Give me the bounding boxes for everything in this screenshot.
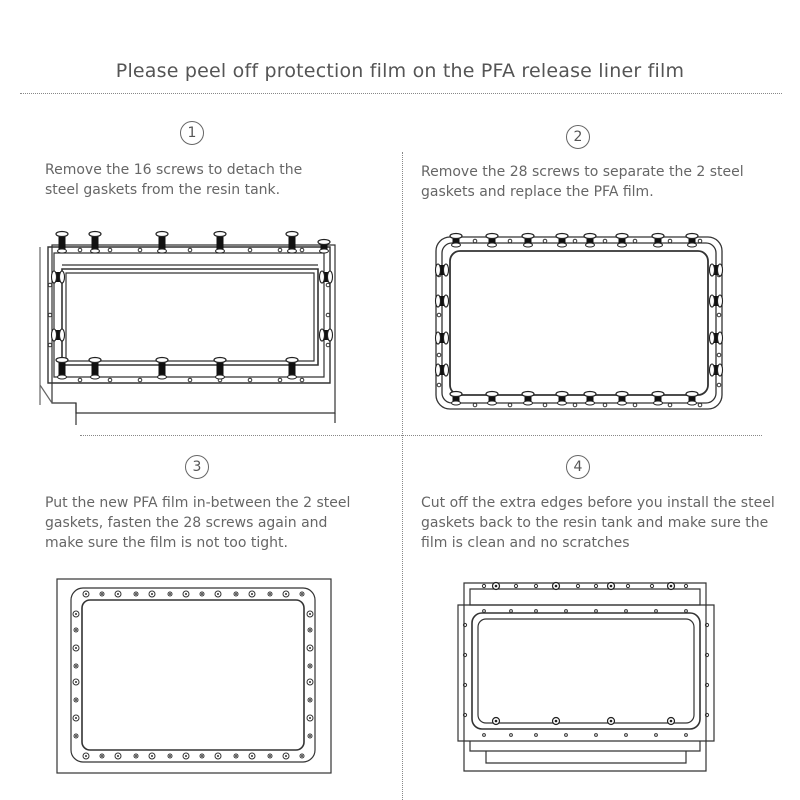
screw-hole bbox=[705, 713, 708, 716]
screw-hole bbox=[437, 353, 441, 357]
step-3-line-3: make sure the film is not too tight. bbox=[45, 535, 288, 551]
screw-icon bbox=[608, 718, 615, 725]
screw-hole bbox=[278, 378, 282, 382]
screw-hole bbox=[326, 283, 330, 287]
screw-icon bbox=[450, 392, 462, 406]
screw-hole bbox=[576, 584, 579, 587]
step-3-flat-gasket-illustration bbox=[56, 578, 332, 774]
screw-hole bbox=[138, 248, 142, 252]
screw-hole bbox=[473, 239, 477, 243]
screw-hole bbox=[508, 239, 512, 243]
screw-icon bbox=[686, 392, 698, 406]
screw-icon bbox=[616, 234, 628, 248]
screw-icon bbox=[710, 332, 723, 344]
screw-hole bbox=[138, 378, 142, 382]
screw-hole bbox=[668, 403, 672, 407]
screw-icon bbox=[436, 295, 449, 307]
screw-icon bbox=[584, 392, 596, 406]
step-4-description bbox=[421, 493, 775, 553]
screw-hole bbox=[482, 584, 485, 587]
step-3-description bbox=[45, 493, 350, 553]
screw-hole bbox=[655, 610, 658, 613]
screw-icon bbox=[436, 364, 449, 376]
screw-icon bbox=[710, 295, 723, 307]
step-1-resin-tank-illustration bbox=[40, 225, 350, 425]
step-4-line-1: Cut off the extra edges before you install the steel bbox=[421, 495, 775, 511]
screw-icon bbox=[286, 232, 298, 254]
screw-hole bbox=[463, 713, 466, 716]
screw-hole bbox=[705, 623, 708, 626]
screw-hole bbox=[705, 683, 708, 686]
horizontal-divider bbox=[80, 435, 762, 436]
screw-icon bbox=[522, 234, 534, 248]
screw-icon bbox=[214, 232, 226, 254]
screw-hole bbox=[595, 734, 598, 737]
page-title: Please peel off protection film on the PFA release liner film bbox=[115, 60, 685, 82]
title-divider bbox=[20, 93, 782, 94]
screw-icon bbox=[89, 358, 101, 380]
screw-hole bbox=[326, 343, 330, 347]
screw-hole bbox=[437, 383, 441, 387]
screw-icon bbox=[286, 358, 298, 380]
screw-icon bbox=[318, 240, 330, 254]
screw-hole bbox=[48, 283, 52, 287]
screw-hole bbox=[248, 248, 252, 252]
screw-hole bbox=[326, 313, 330, 317]
screw-hole bbox=[534, 584, 537, 587]
screw-icon bbox=[652, 234, 664, 248]
screw-icon bbox=[668, 583, 675, 590]
screw-icon bbox=[616, 392, 628, 406]
step-1-line-2: steel gaskets from the resin tank. bbox=[45, 182, 281, 198]
screw-hole bbox=[78, 378, 82, 382]
screw-hole bbox=[684, 584, 687, 587]
screw-icon bbox=[52, 329, 65, 341]
step-1-description bbox=[45, 160, 302, 200]
screw-hole bbox=[510, 610, 513, 613]
screw-icon bbox=[553, 718, 560, 725]
screw-icon bbox=[686, 234, 698, 248]
step-1-line-1: Remove the 16 screws to detach the bbox=[45, 162, 303, 178]
screw-icon bbox=[556, 392, 568, 406]
screw-icon bbox=[493, 583, 500, 590]
screw-icon bbox=[56, 232, 68, 254]
screw-icon bbox=[608, 583, 615, 590]
screw-hole bbox=[535, 610, 538, 613]
screw-hole bbox=[565, 734, 568, 737]
screw-hole bbox=[473, 403, 477, 407]
screw-hole bbox=[508, 403, 512, 407]
step-4-line-2: gaskets back to the resin tank and make sure the bbox=[421, 515, 769, 531]
screw-icon bbox=[320, 271, 333, 283]
step-3-line-2: gaskets, fasten the 28 screws again and bbox=[45, 515, 328, 531]
screw-icon bbox=[556, 234, 568, 248]
screw-icon bbox=[652, 392, 664, 406]
screw-hole bbox=[603, 239, 607, 243]
screw-hole bbox=[483, 610, 486, 613]
screw-icon bbox=[214, 358, 226, 380]
screw-hole bbox=[698, 239, 702, 243]
screw-hole bbox=[625, 610, 628, 613]
screw-hole bbox=[717, 313, 721, 317]
screw-hole bbox=[698, 403, 702, 407]
screw-hole bbox=[463, 683, 466, 686]
screw-hole bbox=[685, 734, 688, 737]
screw-icon bbox=[436, 332, 449, 344]
screw-hole bbox=[48, 313, 52, 317]
step-2-description bbox=[421, 162, 744, 202]
screw-hole bbox=[603, 403, 607, 407]
screw-hole bbox=[655, 734, 658, 737]
screw-hole bbox=[48, 343, 52, 347]
screw-hole bbox=[108, 248, 112, 252]
screw-icon bbox=[320, 329, 333, 341]
step-3-line-1: Put the new PFA film in-between the 2 steel bbox=[45, 495, 351, 511]
step-2-line-1: Remove the 28 screws to separate the 2 steel bbox=[421, 164, 744, 180]
screw-hole bbox=[573, 403, 577, 407]
screw-icon bbox=[89, 232, 101, 254]
step-4-installed-tank-illustration bbox=[456, 575, 718, 775]
screw-icon bbox=[436, 264, 449, 276]
screw-hole bbox=[650, 584, 653, 587]
screw-hole bbox=[463, 653, 466, 656]
screw-hole bbox=[483, 734, 486, 737]
screw-hole bbox=[717, 383, 721, 387]
vertical-divider bbox=[402, 152, 403, 800]
step-4-number: 4 bbox=[566, 455, 590, 479]
screw-hole bbox=[543, 403, 547, 407]
screw-icon bbox=[486, 234, 498, 248]
screw-icon bbox=[522, 392, 534, 406]
screw-hole bbox=[510, 734, 513, 737]
screw-icon bbox=[450, 234, 462, 248]
step-1-number: 1 bbox=[180, 121, 204, 145]
screw-hole bbox=[705, 653, 708, 656]
screw-hole bbox=[514, 584, 517, 587]
screw-hole bbox=[300, 378, 304, 382]
screw-hole bbox=[188, 378, 192, 382]
screw-icon bbox=[493, 718, 500, 725]
screw-hole bbox=[535, 734, 538, 737]
screw-hole bbox=[437, 313, 441, 317]
screw-hole bbox=[626, 584, 629, 587]
screw-hole bbox=[565, 610, 568, 613]
screw-hole bbox=[573, 239, 577, 243]
screw-hole bbox=[78, 248, 82, 252]
screw-icon bbox=[156, 358, 168, 380]
screw-icon bbox=[710, 264, 723, 276]
screw-icon bbox=[156, 232, 168, 254]
screw-icon bbox=[668, 718, 675, 725]
screw-icon bbox=[553, 583, 560, 590]
screw-hole bbox=[188, 248, 192, 252]
step-4-line-3: film is clean and no scratches bbox=[421, 535, 630, 551]
step-2-line-2: gaskets and replace the PFA film. bbox=[421, 184, 654, 200]
screw-hole bbox=[668, 239, 672, 243]
screw-icon bbox=[52, 271, 65, 283]
screw-icon bbox=[486, 392, 498, 406]
screw-icon bbox=[56, 358, 68, 380]
screw-hole bbox=[633, 403, 637, 407]
screw-hole bbox=[463, 623, 466, 626]
step-2-gasket-illustration bbox=[430, 225, 730, 415]
screw-icon bbox=[710, 364, 723, 376]
screw-hole bbox=[543, 239, 547, 243]
step-3-number: 3 bbox=[185, 455, 209, 479]
screw-hole bbox=[685, 610, 688, 613]
screw-hole bbox=[717, 353, 721, 357]
screw-hole bbox=[625, 734, 628, 737]
screw-hole bbox=[300, 248, 304, 252]
screw-hole bbox=[633, 239, 637, 243]
screw-hole bbox=[108, 378, 112, 382]
step-2-number: 2 bbox=[566, 125, 590, 149]
screw-icon bbox=[584, 234, 596, 248]
screw-hole bbox=[595, 610, 598, 613]
screw-hole bbox=[248, 378, 252, 382]
screw-hole bbox=[594, 584, 597, 587]
screw-hole bbox=[278, 248, 282, 252]
